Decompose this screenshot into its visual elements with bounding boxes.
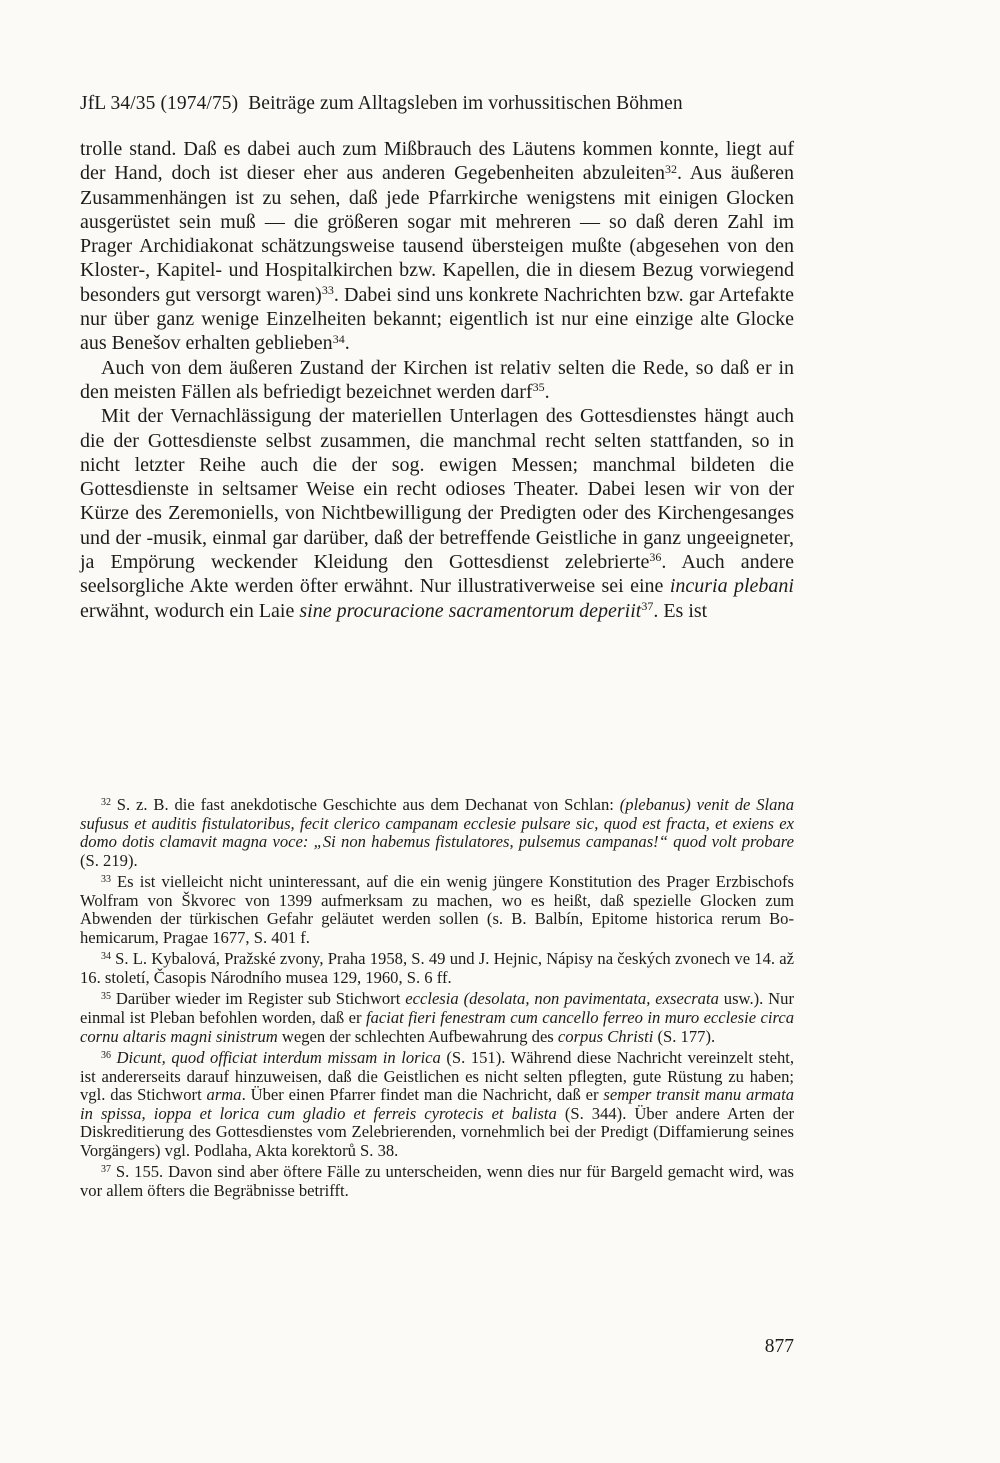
footnote-ref[interactable]: 33 [321,283,334,298]
paragraph: Auch von dem äußeren Zustand der Kirchen ist relativ selten die Rede, so daß er in den meisten Fällen als befriedigt bezeichnet werden darf$^{35}$. [80,356,794,403]
footnote-34: $^{34}$ S. L. Kybalová, Pražské zvony, Praha 1958, S. 49 und J. Hejnic, Nápisy na českých zvonech ve 14. až 16. století, Časopis Národního musea 129, 1960, S. 6 ff. [80,949,794,987]
footnote-35: $^{35}$ Darüber wieder im Register sub Stichwort ecclesia (desolata, non pavimentata, exsecrata usw.). Nur einmal ist Pleban befohlen worden, daß er faciat fieri fenestram cum cancello ferreo in muro ecclesie circa cornu altaris magni sinistrum wegen der schlechten Aufbewahrung des corpus Christi (S. 177). [80,989,794,1046]
paragraph: trolle stand. Daß es dabei auch zum Mißbrauch des Läutens kommen konnte, liegt auf der Hand, doch ist dieser eher aus anderen Gegebenheiten abzuleiten$^{32}$. Aus äußeren Zusammenhängen ist zu sehen, daß jede Pfarrkirche wenigstens mit einigen Glocken ausgerüstet sein muß — die größeren sogar mit mehreren — so daß deren Zahl im Prager Archidiakonat schätzungsweise tausend übersteigen mußte (abgesehen von den Kloster-, Kapitel- und Hospitalkirchen bzw. Kapellen, die in diesem Bezug vorwiegend besonders gut versorgt waren)$^{33}$. Dabei sind uns konkrete Nachrichten bzw. gar Artefakte nur über ganz wenige Einzelheiten bekannt; eigentlich ist nur eine einzige alte Glocke aus Benešov erhalten geblieben$^{34}$. [80,138,794,355]
footnote-number: 35 [101,991,111,1002]
footnote-37: $^{37}$ S. 155. Davon sind aber öftere Fälle zu unterscheiden, wenn dies nur für Bargeld gemacht wird, was vor allem öfters die Begräbnisse betrifft. [80,1162,794,1200]
footnote-ref[interactable]: 35 [532,380,545,395]
paragraph: Mit der Vernachlässigung der materiellen Unterlagen des Gottesdienstes hängt auch die der Gottesdienste selbst zusammen, die manchmal recht selten stattfanden, so in nicht letzter Reihe auch die der sog. ewigen Messen; manchmal bildeten die Gottesdienste in seltsamer Weise ein recht odioses Theater. Dabei lesen wir von der Kürze des Zeremoniells, von Nichtbewilligung der Predigten oder des Kirchengesanges und der -musik, einmal gar darüber, daß der betreffende Geistliche in ganz ungeeigneter, ja Empörung weckender Kleidung den Gottesdienst zelebrierte$^{36}$. Auch andere seelsorgliche Akte werden öfter erwähnt. Nur illustrativerweise sei eine incuria plebani erwähnt, wodurch ein Laie sine procuracione sacramentorum deperiit$^{37}$. Es ist [80,405,794,622]
running-title: Beiträge zum Alltagsleben im vorhussitischen Böhmen [248,93,683,114]
footnote-33: $^{33}$ Es ist vielleicht nicht uninteressant, auf die ein wenig jüngere Konstitution des Prager Erzbischofs Wolfram von Škvorec von 1399 aufmerksam zu machen, wo es heißt, daß spezielle Glocken zum Abwenden der türkischen Gefahr geläutet werden sollen (s. B. Balbín, Epitome historica rerum Bohemicarum, Pragae 1677, S. 401 f. [80,872,794,947]
latin-phrase: incuria plebani [669,575,794,598]
journal-citation: JfL 34/35 (1974/75) [80,93,239,114]
main-text [80,137,794,623]
footnote-number: 34 [101,950,111,962]
footnote-ref[interactable]: 32 [665,161,677,176]
footnote-32: $^{32}$ S. z. B. die fast anekdotische Geschichte aus dem Dechanat von Schlan: (plebanus) venit de Slana sufusus et auditis fistulatoribus, fecit clerico campanam ecclesie pulsare sic, quod est fracta, et exiens ex domo dotis clamavit magna voce: „Si non habemus fistulatores, pulsemus campanas!“ quod volt probare (S. 219). [80,795,795,870]
footnote-number: 32 [101,796,111,808]
footnote-ref[interactable]: 37 [641,599,654,614]
footnote-36: $^{36}$ Dicunt, quod officiat interdum missam in lorica (S. 151). Während diese Nachricht vereinzelt steht, ist andererseits darauf hinzuweisen, daß die Geistlichen es nicht selten pflegten, gute Rüstung zu haben; vgl. das Stichwort arma. Über einen Pfarrer findet man die Nachricht, daß er semper transit manu armata in spissa, ioppa et lorica cum gladio et ferreis cyrotecis et balista (S. 344). Über andere Arten der Diskreditierung des Gottesdienstes vom Zelebrierenden, vornehmlich bei der Predigt (Diffamierung seines Vorgängers) vgl. Podlaha, Akta korektorů S. 38. [80,1048,795,1160]
page-number: 877 [764,1336,794,1357]
footnote-number: 36 [101,1049,111,1061]
running-header [80,93,794,115]
latin-phrase: sine procuracione sacramentorum deperiit [299,599,642,622]
footnotes [80,796,794,1203]
footnote-ref[interactable]: 34 [332,331,345,346]
footnote-number: 37 [101,1163,111,1175]
footnote-ref[interactable]: 36 [649,550,662,565]
footnote-number: 33 [101,873,111,885]
